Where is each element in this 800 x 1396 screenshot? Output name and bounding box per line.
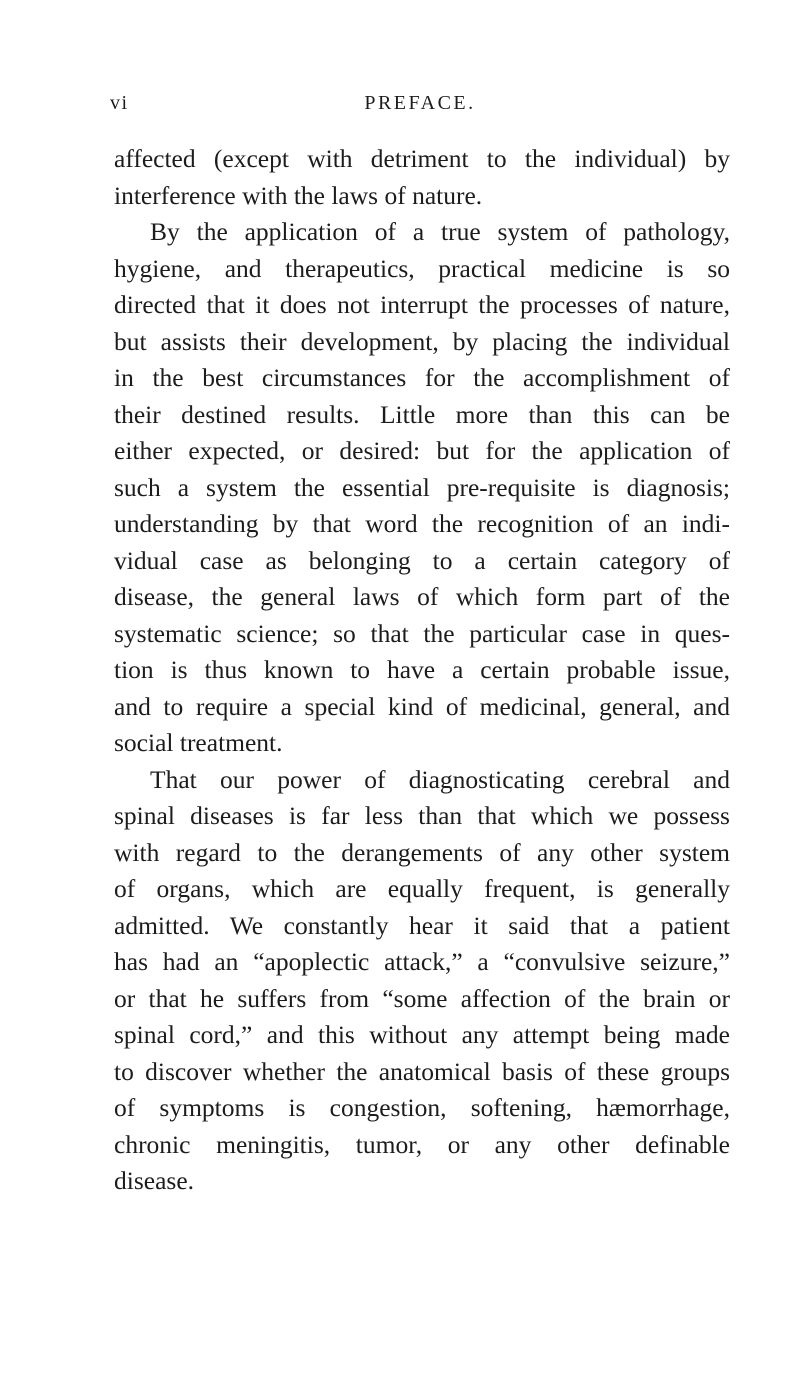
- text-line: systematic science; so that the particular case in ques-: [114, 618, 730, 648]
- paragraph-first-line: By the application of a true system of pathology,: [150, 217, 730, 246]
- text-line: hygiene, and therapeutics, practical medicine is so: [114, 253, 730, 283]
- text-line: disease.: [114, 1166, 195, 1195]
- text-line: spinal cord,” and this without any attempt being made: [114, 1020, 730, 1049]
- text-line: of organs, which are equally frequent, is generally: [114, 874, 730, 903]
- text-line: of symptoms is congestion, softening, hæmorrhage,: [114, 1093, 730, 1122]
- text-line: with regard to the derangements of any other system: [114, 837, 730, 867]
- text-line: spinal diseases is far less than that which we possess: [114, 801, 730, 830]
- text-line: and to require a special kind of medicinal, general, and: [114, 691, 730, 721]
- paragraph-first-line: That our power of diagnosticating cerebral and: [150, 764, 730, 794]
- running-head: [110, 92, 730, 122]
- text-line: chronic meningitis, tumor, or any other definable: [114, 1129, 730, 1159]
- text-line: to discover whether the anatomical basis of these groups: [114, 1056, 730, 1086]
- text-line: disease, the general laws of which form part of the: [114, 582, 730, 611]
- text-line: affected (except with detriment to the individual) by: [114, 144, 730, 173]
- page-number: vi: [110, 92, 129, 114]
- body-text: [114, 141, 730, 1200]
- text-line: in the best circumstances for the accomplishment of: [114, 363, 730, 392]
- text-line: their destined results. Little more than this can be: [114, 399, 730, 429]
- text-line: vidual case as belonging to a certain category of: [114, 545, 730, 575]
- text-line: understanding by that word the recognition of an indi-: [114, 509, 730, 538]
- text-line: but assists their development, by placing the individual: [114, 326, 730, 356]
- text-line: such a system the essential pre-requisite is diagnosis;: [114, 472, 730, 502]
- running-title: PREFACE.: [364, 92, 476, 114]
- text-line: either expected, or desired: but for the application of: [114, 436, 730, 465]
- text-line: or that he suffers from “some affection of the brain or: [114, 983, 730, 1013]
- text-line: admitted. We constantly hear it said that a patient: [114, 910, 730, 940]
- text-line: social treatment.: [114, 728, 283, 757]
- text-line: directed that it does not interrupt the processes of nature,: [114, 290, 730, 319]
- text-line: tion is thus known to have a certain probable issue,: [114, 655, 730, 684]
- text-line: has had an “apoplectic attack,” a “convulsive seizure,”: [114, 947, 730, 976]
- text-line: interference with the laws of nature.: [114, 180, 483, 210]
